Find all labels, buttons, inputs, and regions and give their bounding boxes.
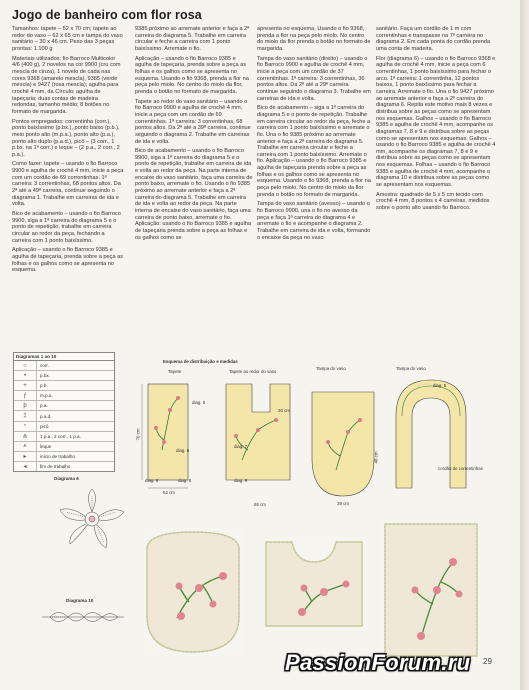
legend-row: ƒ m.p.a. [14, 391, 114, 401]
label-diag5b: diag. 5 [433, 383, 447, 388]
paragraph: Materiais utilizados: fio Barroco Multicolor 4/6 (400 g), 2 novelos na cor 9900 (cru com mescla de cinza), 1 novelo de cada nas cores 9368 (amarelo mescla), 9385 (verde mescla) e 9427 (rosa mescla); agulha para crochê 4 mm, da Círculo; agulha de tapeçaria; duas contas de madeira redondas, tamanho médio; 8 botões no formato de margarida. [12, 55, 121, 115]
dim-52cm: 52 cm [163, 490, 175, 495]
label-tampa-vaso: Tampa do vaso [316, 366, 346, 371]
label-tapete: Tapete [168, 369, 182, 374]
legend-row: ⋔ 1 p.a., 2 corr., 1 p.a. [14, 432, 114, 442]
text-column-4 [376, 26, 496, 215]
dc-group-icon: ⩚ [14, 442, 37, 451]
paragraph: Flor (diagrama 6) – usando o fio Barroco 9368 e agulha de crochê 4 mm, inicie a peça com 6 correntinhas, 1 ponto baixíssimo para fechar o arco. 1ª carreira: 1 correntinha, 12 pontos baixos, 1 ponto baixíssimo para fechar a carreira. Arremate o fio. Una o fio 9427 próximo ao arremate anterior e faça a 2ª carreira do diagrama 6. Repita este motivo mais 8 vezes e distribua sobre as peças como se apresentam nos esquemas. Galhos – usando o fio Barroco 9385 e agulha de crochê 4 mm, acompanhe os diagramas 7, 8 e 9 e distribua sobre as peças como se apresentam nos esquemas. Galhos – usando o fio Barroco 9385 e agulha de crochê 4 mm, acompanhe os diagramas 7, 8 e 9 e distribua sobre as peças como se apresentam nos esquemas. Folhas – usando o fio Barroco 9385 e agulha de crochê 4 mm, acompanhe o diagrama 10 e distribua sobre as peças como se apresentam nos esquemas. [376, 55, 496, 189]
legend-row: ◂ fim de trabalho [14, 462, 114, 471]
legend-row: ⩚ leque [14, 442, 114, 452]
legend-row: • p.bx. [14, 371, 114, 381]
schematic-tampa-horseshoe [390, 376, 472, 494]
chain-icon: ○ [14, 361, 37, 370]
paragraph: apresenta no esquema. Usando o fio 9368, prenda a flor na peça pelo miolo. No centro do miolo da flor prenda o botão no formato de margarida. [257, 26, 371, 52]
paragraph: Tamanhos: tapete – 52 x 70 cm; tapete ao redor do vaso – 62 x 65 cm e tampa do vaso sanitário – 30 x 46 cm. Peso das 3 peças prontas: 1.100 g [12, 26, 123, 52]
paragraph: sanitário. Faça um cordão de 1 m com correntinhas e transpasse na 7ª carreira no diagrama 2. Em cada ponta do cordão prenda uma conta de madeira. [376, 26, 491, 52]
label-diag9: diag. 9 [145, 478, 159, 483]
text-column-1 [12, 26, 124, 277]
paragraph: Aplicação – usando o fio Barroco 9385 e agulha de tapeçaria, prenda sobre a peça as folhas e os galhos como se apresenta no esquema. Usando o fio 9368, prenda a flor na peça pelo miolo. No centro do miolo da flor, prenda o botão no formato de margarida. [135, 55, 249, 95]
diagram-10-leaves [40, 606, 126, 628]
front-post-icon: ƒ [14, 391, 37, 400]
paragraph: Bico de acabamento – usando o fio Barroco 9900, siga a 1ª carreira do diagrama 5 e o ponto de repetição, trabalhe em carreira de ida e volta ao redor da peça. Na parte interna de encaixe do vaso sanitário, faça uma carreira de ponto baixo, arremate o fio. Usando o fio 9385 próximo ao arremate anterior e faça a 2ª carreira do diagrama 5. Trabalhe em carreira de ida e volta ao redor da peça. Na parte interna de encaixe do vaso sanitário, faça uma carreira de ponto baixo, arremate o fio. Aplicação: usando o fio Barroco 9385 e agulha de tapeçaria prenda sobre a peça as folhas e os galhos como se [135, 148, 253, 241]
diagram-6-caption: Diagrama 6 [54, 476, 79, 481]
double-crochet-icon: ‡ [14, 411, 37, 420]
legend-row: ᐤ picô [14, 422, 114, 432]
schematic-title: Esquema de distribuição e medidas [163, 359, 238, 364]
paragraph: Tampa do vaso sanitário (avesso) – usando o fio Barroco 9900, una o fio no avesso da peça e faça 1ª carreira do diagrama 4 e arremate o fio e acompanhe o diagrama 2. Trabalhe em carreira de ida e volta, formando o encaixe da peça no vaso [257, 201, 371, 241]
text-column-3 [257, 26, 371, 244]
cluster-icon: ⋔ [14, 432, 37, 441]
label-diag7: diag. 7 [234, 444, 248, 449]
label-diag8: diag. 8 [178, 478, 192, 483]
paragraph: Como fazer: tapete – usando o fio Barroco 9900 e agulha de crochê 4 mm, inicie a peça com um cordão de 69 correntinhas. 1ª carreira: 3 correntinhas, 68 pontos altos. Da 2ª até a 49ª carreira, continue seguindo o diagrama 1. Trabalhe em carreiras de ida e volta. [12, 161, 124, 208]
stitch-legend [13, 352, 115, 472]
single-crochet-icon: + [14, 381, 37, 390]
paragraph: Bico de acabamento – usando o fio Barroco 9900, siga a 1ª carreira do diagrama 5 e o ponto de repetição, trabalhe em carreira circular ao redor da peça, fechando a carreira com 1 ponto baixíssimo. [12, 211, 121, 244]
back-post-icon: ϸ [14, 401, 37, 410]
dim-65cm: 65 cm [254, 502, 266, 507]
dim-38cm: 38 cm [337, 501, 349, 506]
legend-row: ○ corr. [14, 361, 114, 371]
paragraph: Aplicação – usando o fio Barroco 9385 e agulha de tapeçaria, prenda sobre a peça as folhas e os galhos como se apresenta no esquema. [12, 247, 124, 274]
legend-title: Diagramas 1 ao 10 [14, 353, 114, 361]
text-column-2 [135, 26, 253, 244]
photo-lid-cover [143, 528, 243, 656]
page-edge [520, 0, 529, 690]
legend-row: ϸ p.a. [14, 401, 114, 411]
diagram-10-caption: Diagrama 10 [66, 598, 94, 603]
page-title: Jogo de banheiro com flor rosa [12, 8, 202, 22]
label-diag9b: diag. 9 [234, 478, 248, 483]
label-diag6: diag. 6 [176, 448, 190, 453]
paragraph: Tapete ao redor do vaso sanitário – usando o fio Barroco 9900 e agulha de crochê 4 mm, inicie a peça com um cordão de 69 correntinhas. 1ª carreira: 3 correntinhas, 68 pontos altos. Da 2ª até a 39ª carreira, continue seguindo o diagrama 2. Trabalhe em carreiras de ida e volta. [135, 98, 251, 145]
legend-row: ▸ início de trabalho [14, 452, 114, 462]
picot-icon: ᐤ [14, 422, 37, 431]
diagram-6-flower [52, 486, 132, 552]
legend-row: + p.b. [14, 381, 114, 391]
label-tampa-vaso-2: Tampa do vaso [396, 366, 426, 371]
dim-48cm: 48 cm [373, 451, 379, 464]
watermark: PassionForum.ru [285, 650, 471, 675]
dim-20cm: 20 cm [278, 408, 290, 413]
label-cordao: cordão de correntinhas [438, 466, 483, 471]
slip-stitch-icon: • [14, 371, 37, 380]
legend-row: ‡ p.a.d. [14, 411, 114, 421]
photo-pedestal-rug [262, 538, 366, 630]
paragraph: Pontos empregados: correntinha (corr.), ponto baixíssimo (p.bx.), ponto baixo (p.b.), meio ponto alto (m.p.a.), ponto alto (p.a.), ponto alto duplo (p.a.d.), picô – (3 corr., 1 p.bx. na 1ª corr.) e leque – (2 p.a., 2 corr., 2 p.a.). [12, 118, 120, 158]
paragraph: Tampa do vaso sanitário (direito) – usando o fio Barroco 9900 e agulha de crochê 4 mm, inicie a peça com um cordão de 37 correntinhas. 1ª carreira: 3 correntinhas, 36 pontos altos. Da 2ª até a 29ª carreira continue seguindo o diagrama 3. Trabalhe em carreiras de ida e volta. [257, 55, 371, 102]
schematic-tampa-oval [306, 380, 380, 500]
schematic-ao-redor [222, 380, 294, 500]
paragraph: 9385 próximo ao arremate anterior e faça a 2ª carreira do diagrama 5. Trabalhe em carreira circular e feche a carreira com 1 ponto baixíssimo. Arremate o fio. [135, 26, 250, 52]
arrow-start-icon: ▸ [14, 452, 37, 461]
dim-70cm: 70 cm [135, 428, 141, 441]
page-number: 29 [483, 657, 492, 666]
label-diag5: diag. 5 [192, 400, 206, 405]
paragraph: Bico de acabamento – siga a 1ª carreira do diagrama 5 e o ponto de repetição. Trabalhe em carreira circular ao redor da peça, feche a carreira com 1 ponto baixíssimo e arremate o fio. Una o fio 9385 próximo ao arremate anterior e faça a 2ª carreira do diagrama 5. Trabalhe em carreira circular e feche a carreira com 1 ponto baixíssimo. Arremate o fio. Aplicação – usando o fio Barroco 9385 e agulha de tapeçaria prenda sobre a peça as folhas e os galhos como se apresenta no esquema. Usando o fio 9368, prenda a flor na peça pelo miolo. No centro do miolo da flor prenda o botão no formato de margarida. [257, 105, 371, 198]
arrow-end-icon: ◂ [14, 462, 37, 471]
label-ao-redor: Tapete ao redor do vaso [229, 369, 277, 374]
photo-rectangle-rug [381, 520, 481, 660]
paragraph: Amostra: quadrado de 5 x 5 cm tecido com crochê 4 mm, 8 pontos x 4 carreiras, medidos sobre o ponto alto usando fio Barroco. [376, 191, 490, 212]
